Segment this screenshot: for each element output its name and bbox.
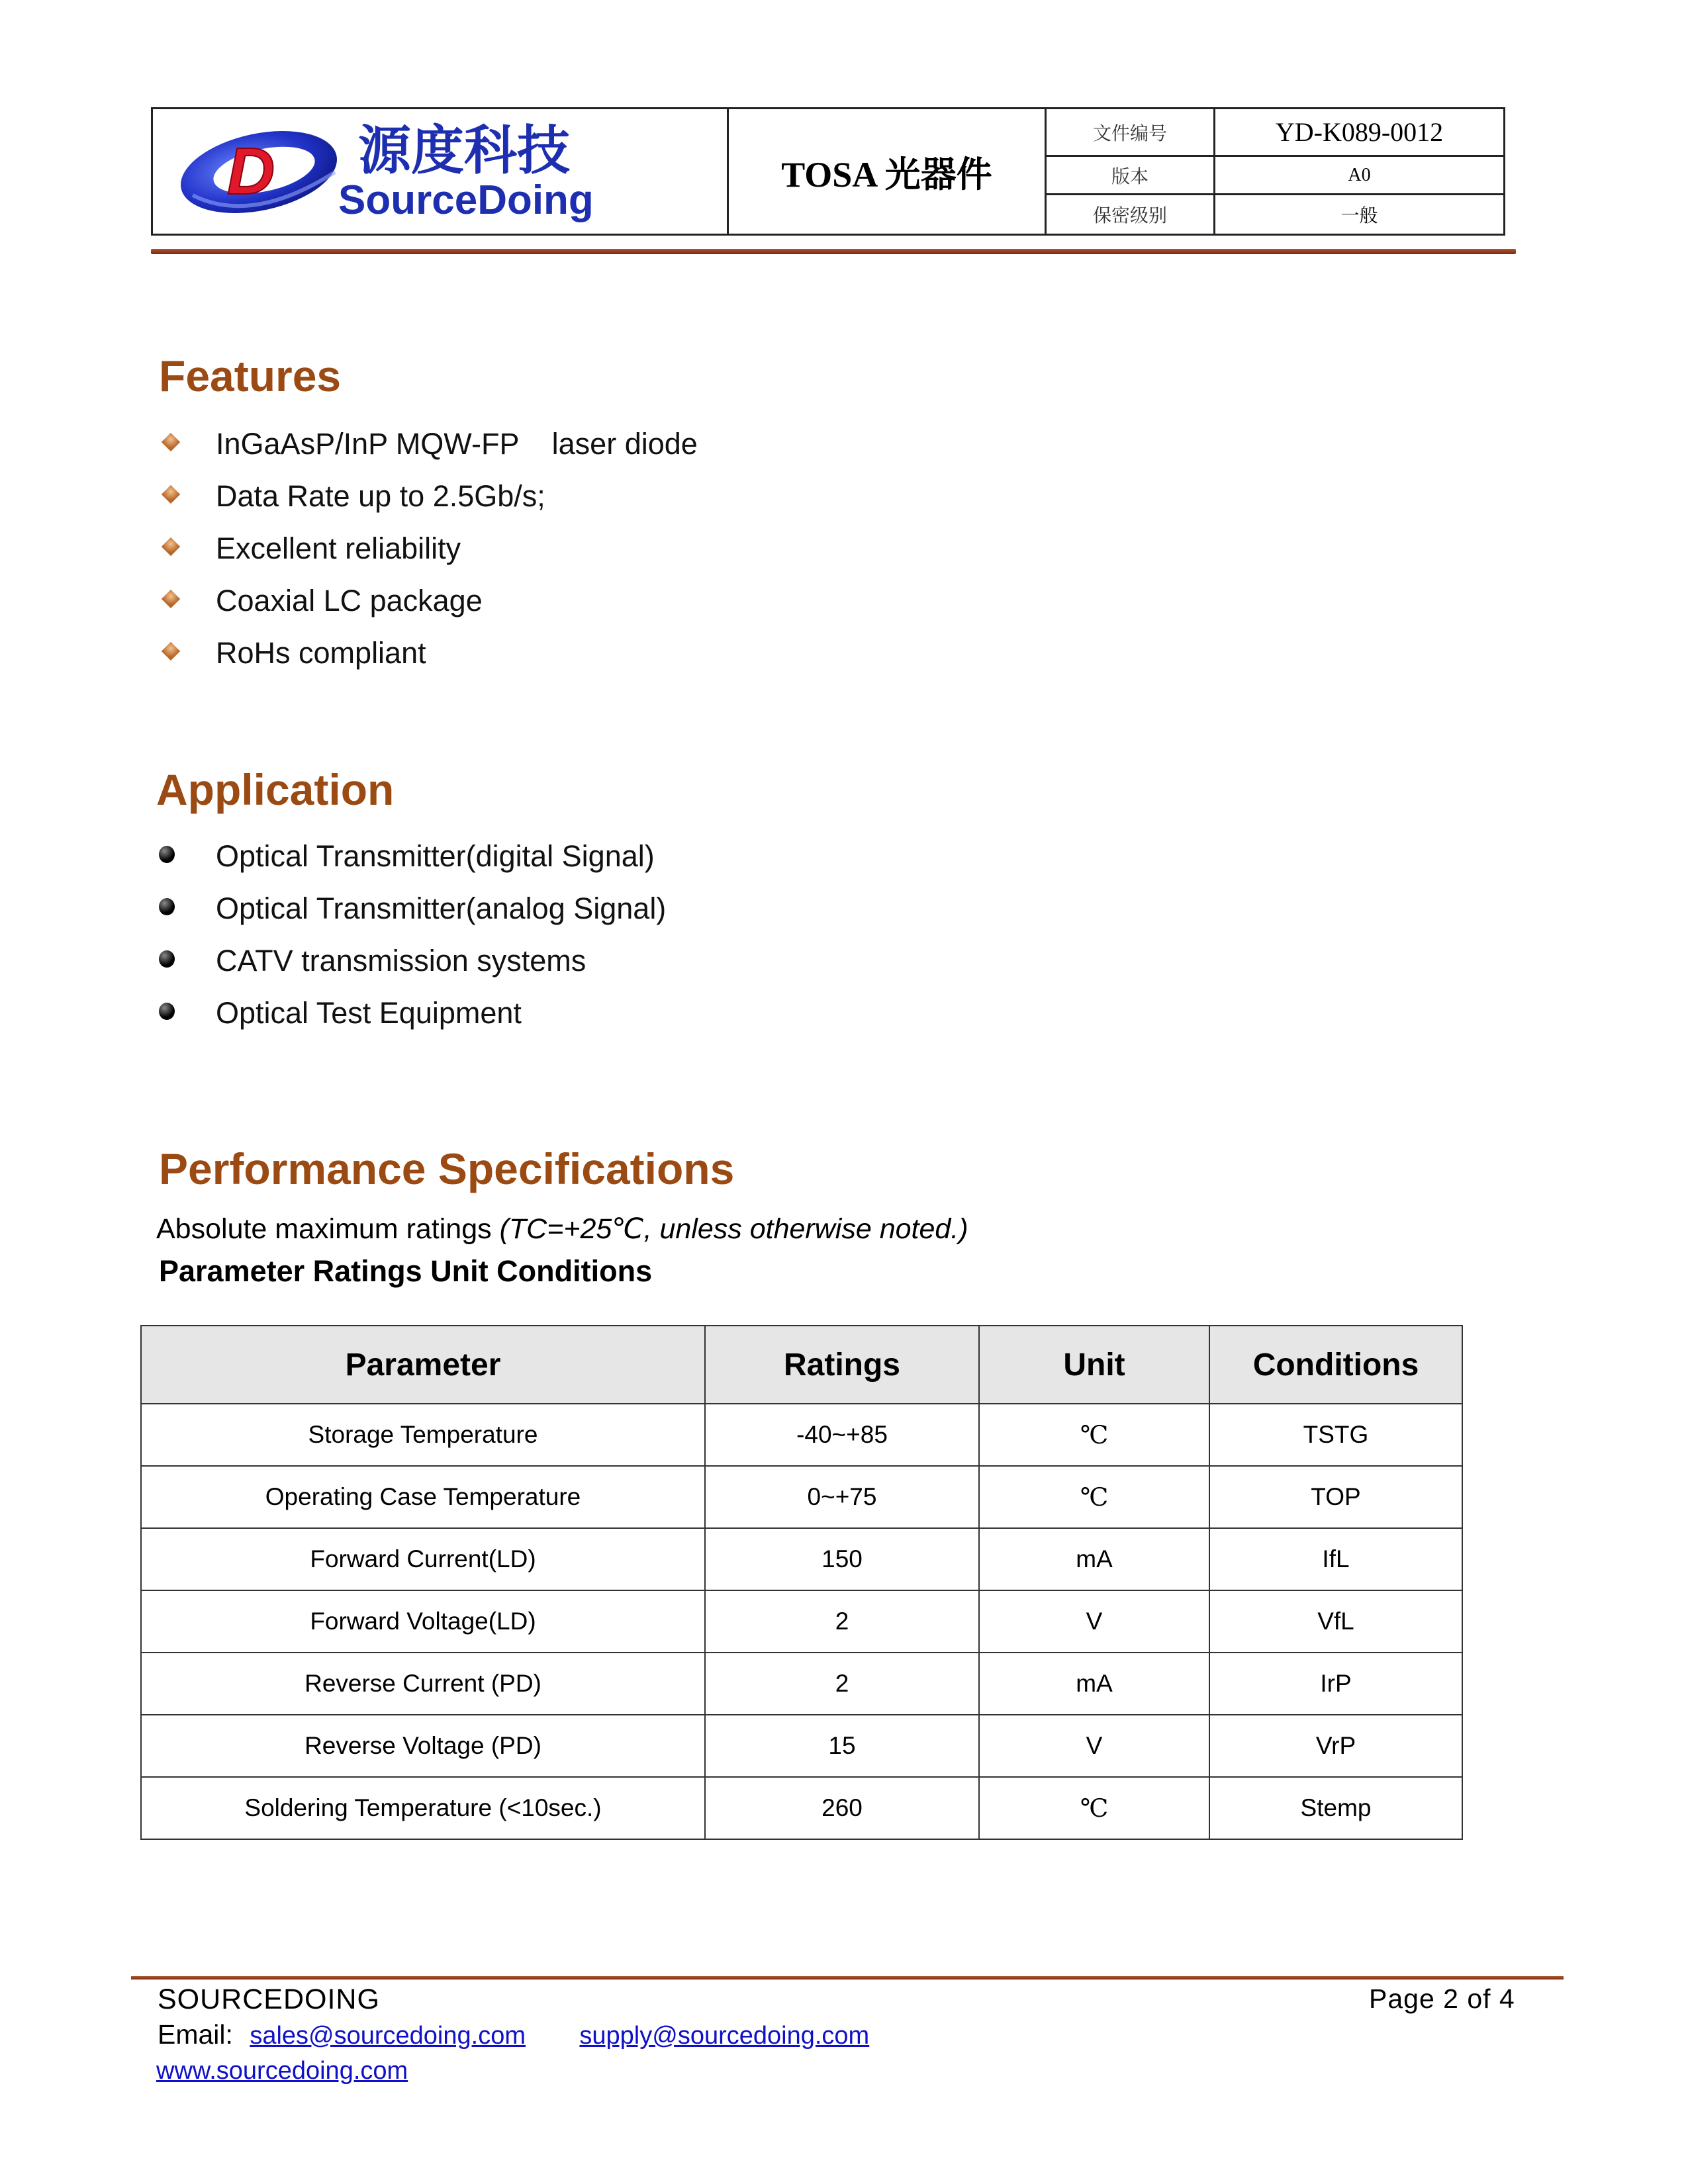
cell-condition: IrP	[1209, 1653, 1462, 1715]
diamond-bullet-icon	[162, 485, 180, 504]
website-link[interactable]: www.sourcedoing.com	[156, 2057, 408, 2085]
sales-email-link[interactable]: sales@sourcedoing.com	[250, 2022, 526, 2050]
diamond-bullet-icon	[162, 537, 180, 556]
cell-rating: 15	[705, 1715, 979, 1777]
col-header-conditions: Conditions	[1209, 1326, 1462, 1404]
feature-item: Coaxial LC package	[216, 584, 483, 617]
footer-divider	[131, 1976, 1564, 1979]
cell-rating: 150	[705, 1528, 979, 1590]
table-header-row	[141, 1326, 1462, 1404]
cell-rating: 0~+75	[705, 1466, 979, 1528]
cell-condition: TOP	[1209, 1466, 1462, 1528]
meta-row-confidentiality	[1047, 195, 1503, 234]
cell-rating: 2	[705, 1653, 979, 1715]
round-bullet-icon	[159, 950, 175, 968]
table-row	[141, 1777, 1462, 1839]
cell-unit: ℃	[979, 1777, 1209, 1839]
cell-parameter: Reverse Voltage (PD)	[141, 1715, 705, 1777]
cell-condition: IfL	[1209, 1528, 1462, 1590]
footer-company: SOURCEDOING	[158, 1983, 380, 2015]
cell-unit: V	[979, 1590, 1209, 1653]
col-header-ratings: Ratings	[705, 1326, 979, 1404]
col-header-unit: Unit	[979, 1326, 1209, 1404]
round-bullet-icon	[159, 1003, 175, 1020]
application-item: Optical Transmitter(analog Signal)	[216, 891, 667, 925]
cell-parameter: Forward Current(LD)	[141, 1528, 705, 1590]
application-title: Application	[156, 765, 395, 814]
ratings-table	[140, 1325, 1463, 1840]
meta-label: 版本	[1047, 157, 1215, 193]
company-logo	[153, 109, 726, 234]
table-row	[141, 1715, 1462, 1777]
feature-item: Excellent reliability	[216, 531, 461, 565]
document-header	[151, 107, 1505, 236]
table-row	[141, 1466, 1462, 1528]
cell-condition: TSTG	[1209, 1404, 1462, 1466]
feature-item: Data Rate up to 2.5Gb/s;	[216, 479, 545, 513]
cell-unit: ℃	[979, 1404, 1209, 1466]
table-row	[141, 1404, 1462, 1466]
supply-email-link[interactable]: supply@sourcedoing.com	[579, 2022, 870, 2050]
svg-text:D: D	[227, 134, 275, 208]
cell-condition: VrP	[1209, 1715, 1462, 1777]
cell-parameter: Soldering Temperature (<10sec.)	[141, 1777, 705, 1839]
round-bullet-icon	[159, 846, 175, 863]
diamond-bullet-icon	[162, 433, 180, 451]
document-title: TOSA 光器件	[729, 109, 1047, 234]
cell-unit: mA	[979, 1528, 1209, 1590]
application-item: CATV transmission systems	[216, 944, 586, 978]
cell-parameter: Storage Temperature	[141, 1404, 705, 1466]
meta-label: 文件编号	[1047, 109, 1215, 155]
meta-value: YD-K089-0012	[1275, 117, 1444, 147]
svg-text:SourceDoing: SourceDoing	[338, 177, 594, 223]
cell-condition: Stemp	[1209, 1777, 1462, 1839]
feature-item: RoHs compliant	[216, 636, 426, 670]
ratings-note-text: Absolute maximum ratings	[156, 1213, 500, 1245]
table-row	[141, 1590, 1462, 1653]
diamond-bullet-icon	[162, 590, 180, 608]
cell-parameter: Operating Case Temperature	[141, 1466, 705, 1528]
round-bullet-icon	[159, 898, 175, 915]
features-title: Features	[159, 351, 342, 400]
footer-email	[158, 2019, 869, 2050]
table-row	[141, 1528, 1462, 1590]
ratings-note-condition: (TC=+25℃, unless otherwise noted.)	[499, 1213, 968, 1245]
application-item: Optical Test Equipment	[216, 996, 522, 1030]
cell-condition: VfL	[1209, 1590, 1462, 1653]
performance-title: Performance Specifications	[159, 1144, 735, 1193]
cell-rating: 260	[705, 1777, 979, 1839]
meta-row-version	[1047, 157, 1503, 195]
cell-rating: 2	[705, 1590, 979, 1653]
cell-unit: mA	[979, 1653, 1209, 1715]
table-subheading: Parameter Ratings Unit Conditions	[159, 1254, 653, 1288]
document-meta	[1047, 109, 1503, 234]
meta-value: 一般	[1340, 206, 1378, 226]
logo-cell	[153, 109, 729, 234]
ratings-note	[156, 1212, 968, 1246]
meta-label: 保密级别	[1047, 195, 1215, 234]
meta-value: A0	[1348, 164, 1371, 185]
header-divider	[151, 249, 1516, 254]
email-label: Email:	[158, 2019, 233, 2050]
meta-row-doc-number	[1047, 109, 1503, 157]
cell-parameter: Reverse Current (PD)	[141, 1653, 705, 1715]
feature-item: InGaAsP/InP MQW-FP laser diode	[216, 427, 698, 461]
cell-parameter: Forward Voltage(LD)	[141, 1590, 705, 1653]
application-item: Optical Transmitter(digital Signal)	[216, 839, 655, 873]
page-number: Page 2 of 4	[1369, 1983, 1515, 2014]
col-header-parameter: Parameter	[141, 1326, 705, 1404]
diamond-bullet-icon	[162, 642, 180, 660]
table-row	[141, 1653, 1462, 1715]
svg-text:源度科技: 源度科技	[358, 120, 570, 181]
cell-unit: ℃	[979, 1466, 1209, 1528]
cell-rating: -40~+85	[705, 1404, 979, 1466]
cell-unit: V	[979, 1715, 1209, 1777]
